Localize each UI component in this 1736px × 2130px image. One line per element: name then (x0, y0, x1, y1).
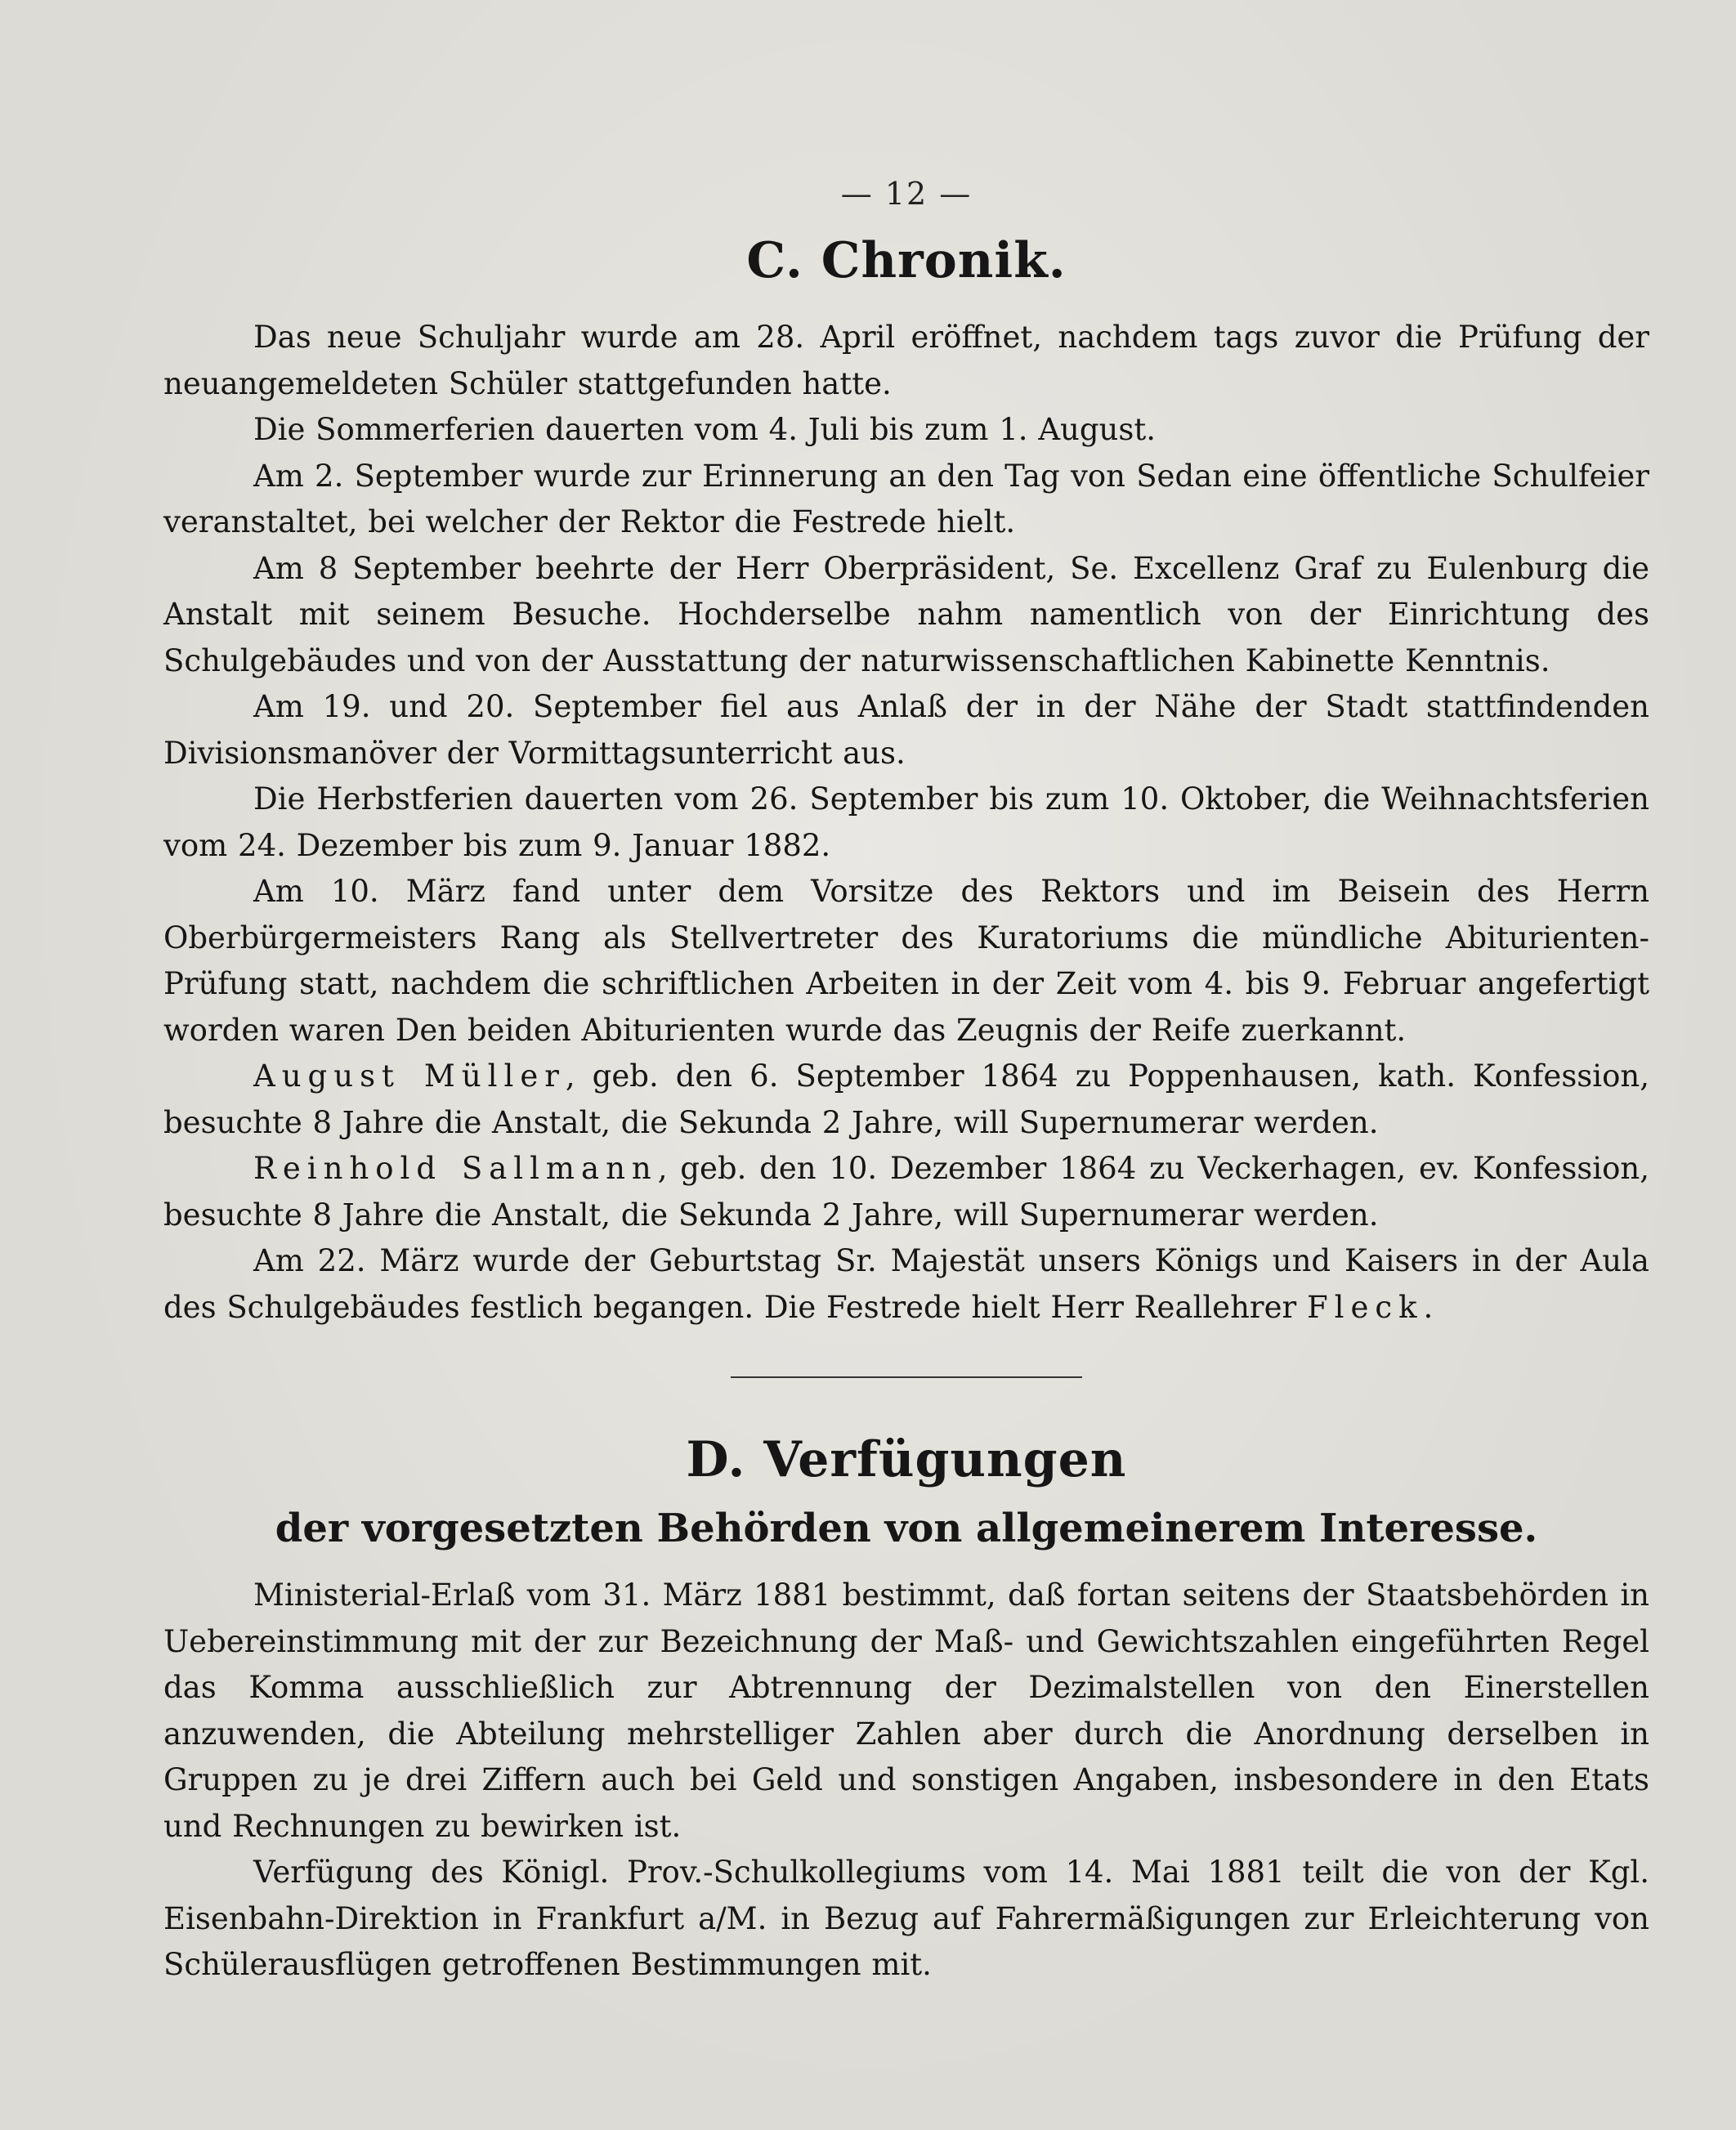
chronicle-paragraph: Die Herbstferien dauerten vom 26. September bis zum 10. Oktober, die Weihnachtsferien vom 24. Dezember bis zum 9. Januar 1882. (163, 781, 1649, 863)
graduate-name: Reinhold Sallmann (253, 1151, 658, 1186)
section-d-heading: D. Verfügungen (686, 1431, 1127, 1488)
chronicle-paragraph: Am 19. und 20. September fiel aus Anlaß der in der Nähe der Stadt stattfindenden Divisionsmanöver der Vormittagsunterricht aus. (163, 689, 1649, 771)
section-divider (731, 1376, 1082, 1378)
chronicle-paragraph (163, 1238, 1649, 1331)
paragraph-end: . (1423, 1289, 1434, 1325)
page-number: — 12 — (840, 176, 973, 212)
paragraph-text: Am 22. März wurde der Geburtstag Sr. Majestät unsers Königs und Kaisers in der Aula des Schulgebäudes festlich begangen. Die Festrede hielt Herr Reallehrer (163, 1243, 1649, 1325)
section-d-subheading: der vorgesetzten Behörden von allgemeinerem Interesse. (275, 1506, 1538, 1551)
graduate-name: August Müller (253, 1058, 566, 1094)
chronicle-paragraph: Am 10. März fand unter dem Vorsitze des Rektors und im Beisein des Herrn Oberbürgermeisters Rang als Stellvertreter des Kuratoriums die mündliche Abiturienten-Prüfung statt, nachdem die schriftlichen Arbeiten in der Zeit vom 4. bis 9. Februar angefertigt worden waren Den beiden Abiturienten wurde das Zeugnis der Reife zuerkannt. (163, 874, 1649, 1048)
chronicle-paragraph: Die Sommerferien dauerten vom 4. Juli bis zum 1. August. (253, 412, 1157, 447)
graduate-details: , geb. den 10. Dezember 1864 zu Veckerhagen, ev. Konfession, besuchte 8 Jahre die Anstalt, die Sekunda 2 Jahre, will Supernumerar werden. (163, 1151, 1649, 1233)
graduate-entry (163, 1146, 1649, 1238)
chronicle-paragraph: Am 2. September wurde zur Erinnerung an den Tag von Sedan eine öffentliche Schulfeier veranstaltet, bei welcher der Rektor die Festrede hielt. (163, 458, 1649, 539)
chronicle-paragraph: Das neue Schuljahr wurde am 28. April eröffnet, nachdem tags zuvor die Prüfung der neuangemeldeten Schüler stattgefunden hatte. (163, 320, 1649, 401)
chronicle-paragraph: Am 8 September beehrte der Herr Oberpräsident, Se. Excellenz Graf zu Eulenburg die Anstalt mit seinem Besuche. Hochderselbe nahm namentlich von der Einrichtung des Schulgebäudes und von der Ausstattung der naturwissenschaftlichen Kabinette Kenntnis. (163, 550, 1649, 678)
teacher-name: Fleck (1306, 1289, 1424, 1325)
decree-paragraph: Ministerial-Erlaß vom 31. März 1881 bestimmt, daß fortan seitens der Staatsbehörden in Uebereinstimmung mit der zur Bezeichnung der Maß- und Gewichtszahlen eingeführten Regel das Komma ausschließlich zur Abtrennung der Dezimalstellen von den Einerstellen anzuwenden, die Abteilung mehrstelliger Zahlen aber durch die Anordnung derselben in Gruppen zu je drei Ziffern auch bei Geld und sonstigen Angaben, insbesondere in den Etats und Rechnungen zu bewirken ist. (163, 1577, 1649, 1844)
section-c-heading: C. Chronik. (746, 232, 1067, 289)
graduate-details: , geb. den 6. September 1864 zu Poppenhausen, kath. Konfession, besuchte 8 Jahre die Anstalt, die Sekunda 2 Jahre, will Supernumerar werden. (163, 1058, 1649, 1140)
decree-paragraph: Verfügung des Königl. Prov.-Schulkollegiums vom 14. Mai 1881 teilt die von der Kgl. Eisenbahn-Direktion in Frankfurt a/M. in Bezug auf Fahrermäßigungen zur Erleichterung von Schülerausflügen getroffenen Bestimmungen mit. (163, 1855, 1649, 1982)
graduate-entry (163, 1054, 1649, 1146)
